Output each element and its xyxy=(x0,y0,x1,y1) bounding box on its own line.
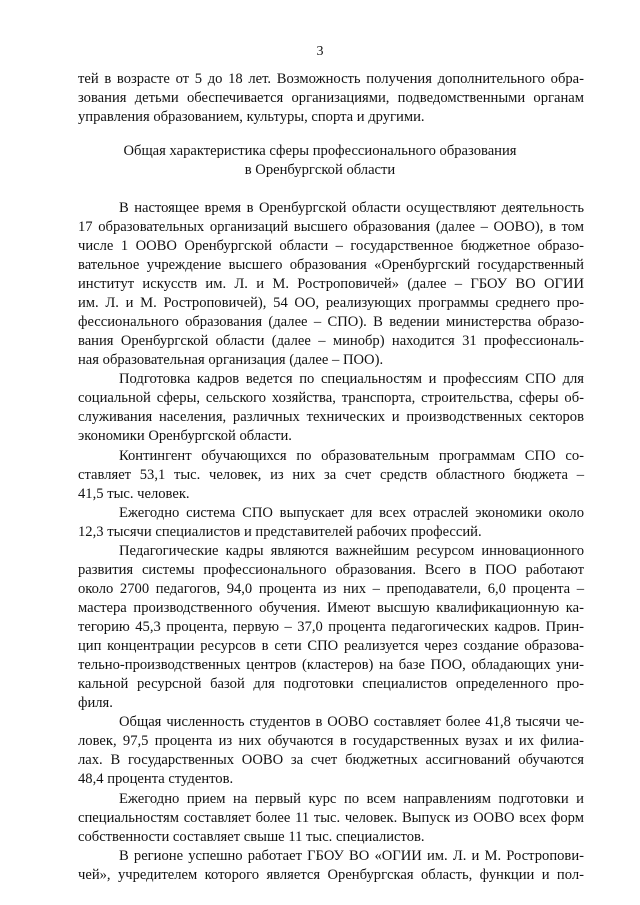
text-line: 48,4 процента студентов. xyxy=(78,771,234,787)
text-line: лах. В государственных ООВО за счет бюджетных ассигнований обучаются xyxy=(78,752,584,768)
text-line: ловек, 97,5 процента из них обучаются в государственных вузах и их филиа- xyxy=(78,733,584,749)
text-line: Общая численность студентов в ООВО составляет более 41,8 тысячи че- xyxy=(119,714,584,730)
text-line: 12,3 тысячи специалистов и представителей рабочих профессий. xyxy=(78,524,482,540)
text-line: Педагогические кадры являются важнейшим ресурсом инновационного xyxy=(119,543,584,559)
text-line: Ежегодно прием на первый курс по всем направлениям подготовки и xyxy=(119,791,584,807)
page-number: 3 xyxy=(316,44,324,59)
text-line: тельно-производственных центров (кластеров) на базе ПОО, обладающих уни- xyxy=(78,657,584,673)
text-line: зования детьми обеспечивается организациями, подведомственными органам xyxy=(78,90,584,106)
text-line: В регионе успешно работает ГБОУ ВО «ОГИИ им. Л. и М. Ростропови- xyxy=(119,848,584,864)
text-line: вательное учреждение высшего образования «Оренбургский государственный xyxy=(78,257,584,273)
text-line: мастера производственного обучения. Имеют высшую квалификационную ка- xyxy=(78,600,584,616)
text-line: тей в возрасте от 5 до 18 лет. Возможность получения дополнительного обра- xyxy=(78,71,584,87)
text-line: институт искусств им. Л. и М. Ростроповичей» (далее – ГБОУ ВО ОГИИ xyxy=(78,276,584,292)
text-line: вания Оренбургской области (далее – минобр) находится 31 профессиональ- xyxy=(78,333,584,349)
text-line: специальностям составляет более 11 тыс. человек. Выпуск из ООВО всех форм xyxy=(78,810,584,826)
text-line: собственности составляет свыше 11 тыс. специалистов. xyxy=(78,829,425,845)
text-line: В настоящее время в Оренбургской области осуществляют деятельность xyxy=(119,200,584,216)
text-line: тегорию 45,3 процента, первую – 37,0 процента педагогических кадров. Прин- xyxy=(78,619,584,635)
section-heading: Общая характеристика сферы профессионального образования xyxy=(123,143,517,159)
text-line: развития системы профессионального образования. Всего в ПОО работают xyxy=(78,562,584,578)
text-line: кальной ресурсной базой для подготовки специалистов определенного про- xyxy=(78,676,584,692)
text-line: Контингент обучающихся по образовательным программам СПО со- xyxy=(119,448,584,464)
text-line: около 2700 педагогов, 94,0 процента из них – преподаватели, 6,0 процента – xyxy=(78,581,584,597)
text-line: ставляет 53,1 тыс. человек, из них за счет средств областного бюджета – xyxy=(78,467,584,483)
text-line: служивания населения, различных технических и производственных секторов xyxy=(78,409,584,425)
text-line: 41,5 тыс. человек. xyxy=(78,486,190,502)
text-line: ная образовательная организация (далее – ПОО). xyxy=(78,352,384,368)
text-line: Ежегодно система СПО выпускает для всех отраслей экономики около xyxy=(119,505,584,521)
text-line: филя. xyxy=(78,695,113,711)
section-heading: в Оренбургской области xyxy=(244,162,396,178)
text-line: фессионального образования (далее – СПО). В ведении министерства образо- xyxy=(78,314,584,330)
text-line: чей», учредителем которого является Оренбургская область, функции и пол- xyxy=(78,867,584,883)
text-line: им. Л. и М. Ростроповичей), 54 ОО, реализующих программы среднего про- xyxy=(78,295,584,311)
text-line: социальной сферы, сельского хозяйства, транспорта, строительства, сферы об- xyxy=(78,390,584,406)
text-line: цип концентрации ресурсов в сети СПО реализуется через создание образова- xyxy=(78,638,584,654)
text-line: числе 1 ООВО Оренбургской области – государственное бюджетное образо- xyxy=(78,238,584,254)
text-line: Подготовка кадров ведется по специальностям и профессиям СПО для xyxy=(119,371,584,387)
text-line: экономики Оренбургской области. xyxy=(78,428,292,444)
text-line: управления образованием, культуры, спорта и другими. xyxy=(78,109,425,125)
text-line: 17 образовательных организаций высшего образования (далее – ООВО), в том xyxy=(78,219,584,235)
